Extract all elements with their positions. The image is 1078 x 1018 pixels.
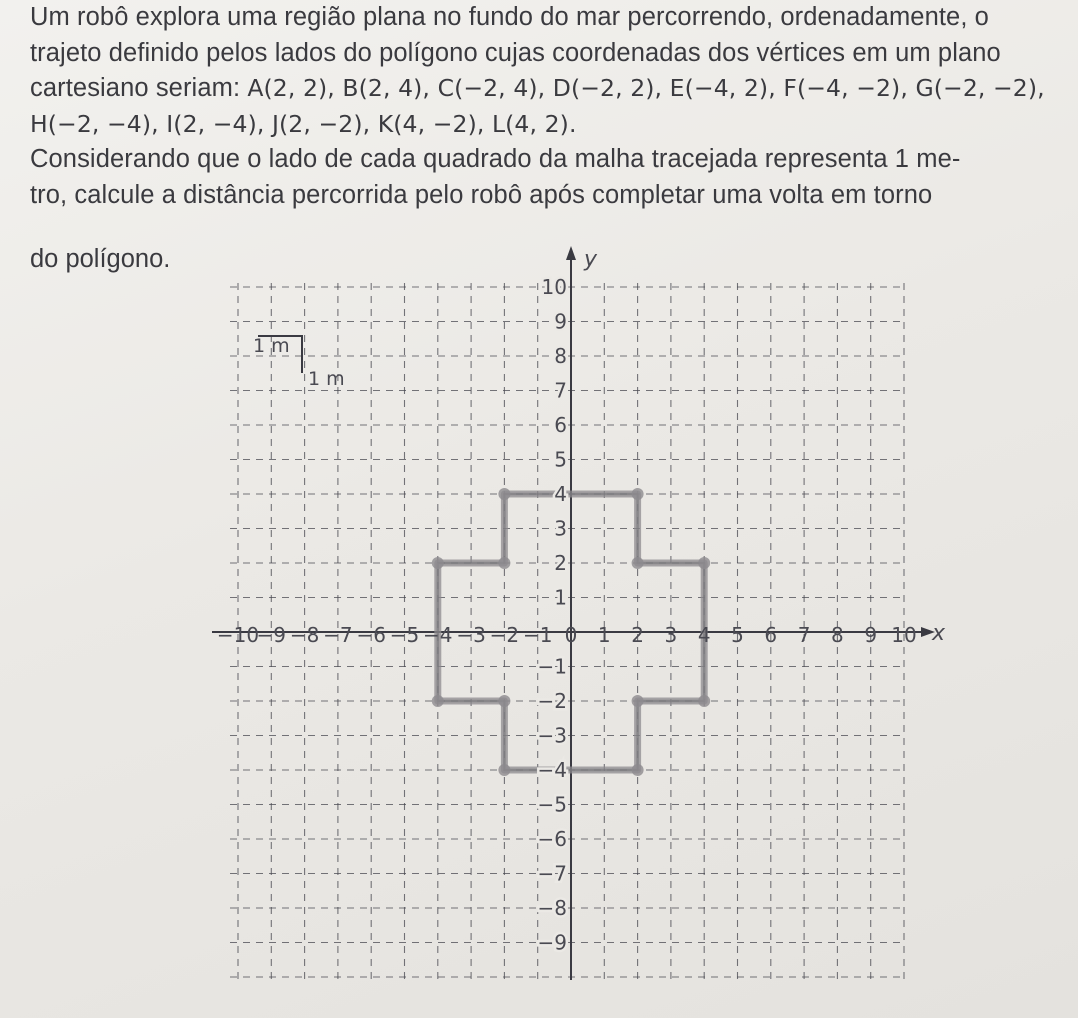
scale-label-vertical: 1 m — [308, 368, 345, 390]
y-tick-label: −8 — [537, 896, 567, 920]
x-tick-label: 5 — [731, 623, 744, 647]
polygon-vertex — [432, 695, 444, 707]
y-tick-label: −1 — [537, 654, 567, 679]
y-tick-label: −5 — [537, 792, 567, 817]
polygon-vertex — [632, 764, 644, 776]
y-axis-label: y — [584, 247, 598, 272]
y-tick-label: 10 — [541, 275, 567, 299]
y-tick-label: −7 — [537, 861, 567, 886]
x-tick-label: 9 — [864, 623, 878, 647]
y-tick-label: −4 — [537, 758, 567, 782]
polygon-vertex — [632, 488, 644, 500]
problem-line-5: Considerando que o lado de cada quadrado da malha tracejada representa 1 me- — [30, 145, 961, 173]
polygon-vertex — [498, 695, 510, 707]
scale-label-horizontal: 1 m — [253, 335, 290, 357]
x-axis-label: x — [932, 621, 946, 646]
x-tick-label: 1 — [597, 623, 611, 647]
x-tick-label: −10 — [216, 623, 260, 647]
polygon-vertex — [498, 488, 510, 500]
x-tick-label: −4 — [423, 623, 453, 647]
x-tick-label: −5 — [389, 623, 420, 647]
y-tick-label: 9 — [554, 309, 567, 334]
y-tick-label: 1 — [554, 585, 567, 610]
polygon-vertex — [632, 557, 644, 569]
problem-line-2: trajeto definido pelos lados do polígono cujas coordenadas dos vértices em um plano — [30, 38, 1001, 67]
scale-legend — [253, 335, 345, 390]
polygon-vertex — [498, 557, 510, 569]
problem-line-1: Um robô explora uma região plana no fundo do mar percorrendo, ordenadamente, o — [30, 3, 989, 31]
x-tick-label: −8 — [289, 623, 320, 647]
x-tick-label: −7 — [323, 623, 353, 647]
x-tick-label: −2 — [489, 623, 520, 647]
y-tick-label: −3 — [537, 723, 567, 748]
polygon-vertex — [432, 557, 444, 569]
x-tick-label: 6 — [764, 623, 778, 647]
polygon-vertex — [632, 695, 644, 707]
x-tick-label: 0 — [564, 623, 578, 647]
x-tick-labels — [217, 623, 917, 647]
problem-line-3-lead: cartesiano seriam: — [30, 74, 248, 102]
x-tick-label: 7 — [797, 623, 811, 647]
y-axis-arrow-icon — [566, 246, 576, 260]
x-tick-label: 3 — [664, 623, 678, 647]
x-tick-label: 4 — [697, 623, 711, 647]
y-tick-label: 2 — [554, 551, 567, 575]
y-tick-labels — [538, 275, 567, 955]
y-tick-label: 8 — [554, 344, 567, 368]
y-tick-label: 3 — [554, 516, 567, 541]
y-tick-label: 5 — [554, 447, 567, 472]
x-tick-label: −9 — [256, 623, 287, 647]
x-tick-label: 2 — [631, 623, 644, 647]
x-tick-label: −1 — [522, 623, 553, 647]
y-tick-label: 6 — [554, 413, 567, 437]
problem-line-6: tro, calcule a distância percorrida pelo robô após completar uma volta em torno — [30, 180, 933, 209]
x-tick-label: 8 — [831, 623, 844, 647]
x-tick-label: −6 — [356, 623, 386, 647]
y-tick-label: 7 — [554, 378, 567, 403]
y-tick-label: −9 — [537, 930, 567, 955]
x-tick-label: 10 — [891, 623, 917, 647]
y-tick-label: 4 — [554, 482, 567, 506]
y-tick-label: −6 — [537, 827, 567, 851]
vertices-list-1: A(2, 2), B(2, 4), C(−2, 4), D(−2, 2), E(−4, 2), F(−4, −2), G(−2, −2), — [247, 74, 1045, 102]
x-tick-label: −3 — [456, 623, 486, 647]
polygon-vertex — [498, 764, 510, 776]
polygon-vertex — [698, 557, 710, 569]
polygon-vertex — [698, 695, 710, 707]
vertices-list-2: H(−2, −4), I(2, −4), J(2, −2), K(4, −2), L(4, 2). — [30, 109, 577, 138]
y-tick-label: −2 — [537, 689, 567, 713]
problem-line-7: do polígono. — [30, 245, 171, 273]
